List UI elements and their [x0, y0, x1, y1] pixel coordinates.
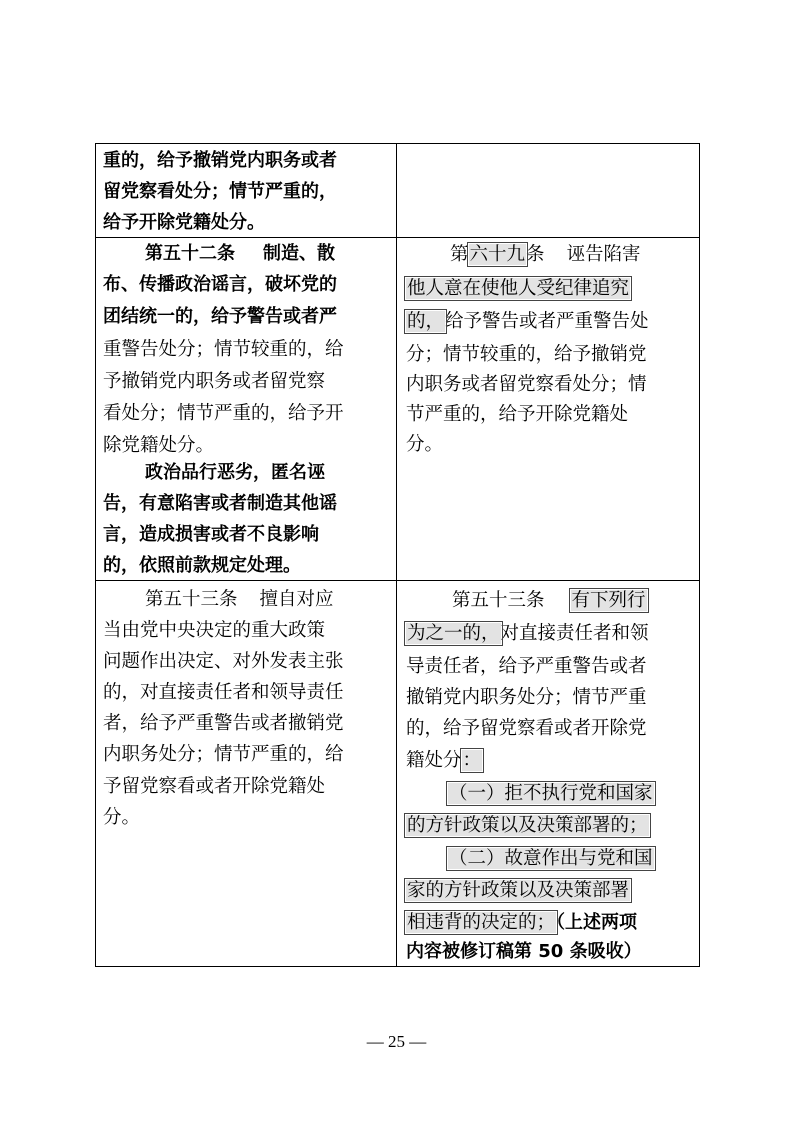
highlight-phrase: 有下列行: [571, 590, 646, 611]
item-2-line: [406, 880, 630, 902]
row3-right-line: 为之一的，对直接责任者和领: [407, 623, 649, 644]
row1-left-line: 重的，给予撤销党内职务或者: [103, 150, 337, 171]
row3-right-line: 籍处分：: [406, 750, 482, 771]
row3-left-line: 内职务处分；情节严重的，给: [103, 744, 344, 765]
item-1-line: [448, 783, 654, 805]
article-52-heading: [145, 243, 335, 265]
highlight-phrase: 的方针政策以及决策部署的；: [407, 815, 648, 836]
row2-right-line: 的，给予警告或者严重警告处: [407, 311, 649, 332]
row2-left-line: 除党籍处分。: [103, 435, 215, 456]
highlight-phrase: ：: [462, 750, 482, 771]
row2-right-line: 节严重的，给予开除党籍处: [406, 404, 629, 425]
row2-left-p2-line: 告，有意陷害或者制造其他谣: [103, 493, 337, 514]
revision-note: （上述两项: [556, 912, 638, 933]
highlight-phrase: 相违背的决定的；: [407, 912, 556, 933]
highlight-phrase: 的，: [407, 311, 445, 332]
row3-left-line: 者，给予严重警告或者撤销党: [103, 713, 344, 734]
row2-left-line: 团结统一的，给予警告或者严: [103, 306, 337, 327]
item-2-line: [448, 848, 654, 870]
row3-left-line: 予留党察看或者开除党籍处: [103, 776, 326, 797]
row3-left-line: 当由党中央决定的重大政策: [103, 620, 326, 641]
highlight-phrase: （一）拒不执行党和国家: [449, 783, 653, 804]
row3-right-line: 的，给予留党察看或者开除党: [406, 718, 647, 739]
row3-left-line: 问题作出决定、对外发表主张: [103, 651, 344, 672]
highlight-phrase: 他人意在使他人受纪律追究: [407, 278, 630, 299]
article-53-heading-right: 第五十三条 有下列行: [452, 590, 646, 611]
page-number: — 25 —: [366, 1032, 427, 1051]
row2-left-line: 看处分；情节严重的，给予开: [103, 403, 344, 424]
row2-left-p2-line: 的，依照前款规定处理。: [103, 555, 301, 576]
highlight-phrase: （二）故意作出与党和国: [449, 848, 653, 869]
row1-left-line: 给予开除党籍处分。: [103, 212, 265, 233]
row-divider: [96, 580, 699, 581]
article-52-title: 制造、散: [263, 243, 335, 264]
row1-left-line: 留党察看处分；情节严重的，: [103, 181, 337, 202]
row2-left-line: 予撤销党内职务或者留党察: [103, 371, 326, 392]
row3-right-line: 导责任者，给予严重警告或者: [406, 656, 647, 677]
row2-left-p2-line: 政治品行恶劣，匿名诬: [145, 462, 325, 483]
revision-note: 内容被修订稿第 50 条吸收）: [406, 941, 642, 962]
item-1-line: [406, 815, 649, 837]
row-divider: [96, 237, 699, 238]
column-divider: [396, 144, 397, 966]
row2-right-line: [406, 278, 630, 300]
article-52-number: 第五十二条: [145, 243, 235, 264]
row3-left-line: 分。: [103, 807, 141, 828]
row2-right-line: 分；情节较重的，给予撤销党: [406, 344, 647, 365]
row2-right-line: 分。: [406, 434, 444, 455]
row2-left-p2-line: 言，造成损害或者不良影响: [103, 524, 319, 545]
article-69-heading: 第六十九条 诬告陷害: [450, 244, 641, 265]
highlight-phrase: 家的方针政策以及决策部署: [407, 880, 630, 901]
row2-right-line: 内职务或者留党察看处分；情: [406, 374, 647, 395]
highlight-phrase: 为之一的，: [407, 623, 500, 644]
row2-left-line: 布、传播政治谣言，破坏党的: [103, 274, 337, 295]
row3-left-line: 的，对直接责任者和领导责任: [103, 682, 344, 703]
row3-right-line: 撤销党内职务处分；情节严重: [406, 687, 647, 708]
item-2-line: [406, 912, 637, 934]
highlight-article-number: 六十九: [469, 244, 526, 265]
row2-left-line: 重警告处分；情节较重的，给: [103, 339, 344, 360]
article-53-heading-left: 第五十三条 擅自对应: [145, 589, 334, 610]
